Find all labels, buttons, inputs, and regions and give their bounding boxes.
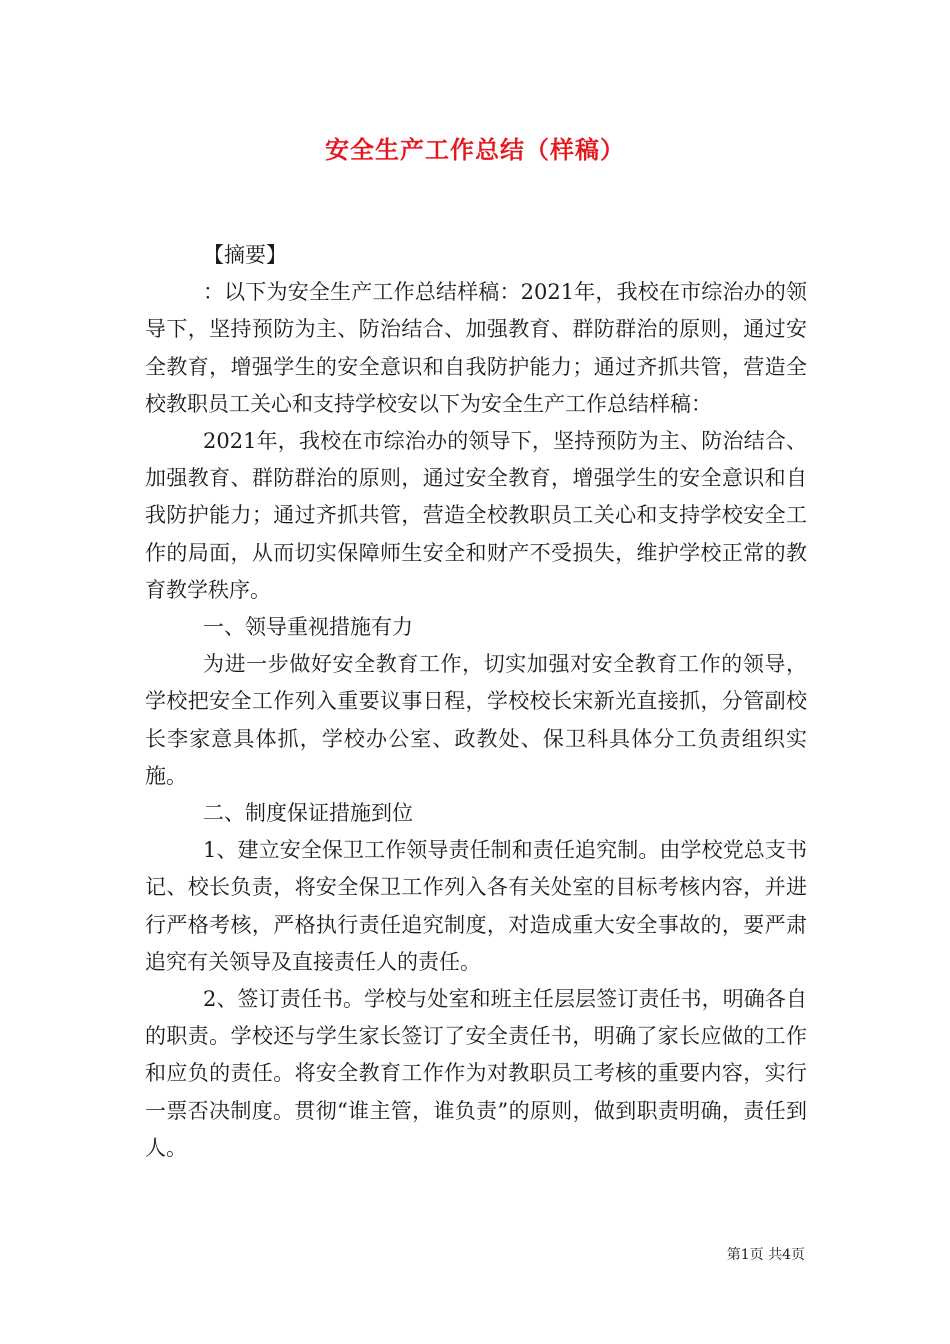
page-number-footer: 第1页 共4页 [726,1247,805,1263]
paragraph-item-1: 1、建立安全保卫工作领导责任制和责任追究制。由学校党总支书记、校长负责，将安全保卫工作列入各有关处室的目标考核内容，并进行严格考核，严格执行责任追究制度，对造成重大安全事故的，要严肃追究有关领导及直接责任人的责任。 [145,838,807,974]
section-heading-2: 二、制度保证措施到位 [203,801,413,826]
paragraph-item-2: 2、签订责任书。学校与处室和班主任层层签订责任书，明确各自的职责。学校还与学生家长签订了安全责任书，明确了家长应做的工作和应负的责任。将安全教育工作作为对教职员工考核的重要内容，实行一票否决制度。贯彻“谁主管，谁负责”的原则，做到职责明确，责任到人。 [145,987,807,1160]
paragraph-abstract-label: 【摘要】 [203,243,287,267]
document-body [145,237,807,1167]
paragraph-section-1: 为进一步做好安全教育工作，切实加强对安全教育工作的领导，学校把安全工作列入重要议事日程，学校校长宋新光直接抓，分管副校长李家意具体抓，学校办公室、政教处、保卫科具体分工负责组织实施。 [145,652,807,788]
section-heading-1: 一、领导重视措施有力 [203,615,413,640]
paragraph-abstract: ：以下为安全生产工作总结样稿：2021年，我校在市综治办的领导下，坚持预防为主、防治结合、加强教育、群防群治的原则，通过安全教育，增强学生的安全意识和自我防护能力；通过齐抓共管，营造全校教职员工关心和支持学校安以下为安全生产工作总结样稿： [145,280,807,416]
paragraph-intro: 2021年，我校在市综治办的领导下，坚持预防为主、防治结合、加强教育、群防群治的原则，通过安全教育，增强学生的安全意识和自我防护能力；通过齐抓共管，营造全校教职员工关心和支持学校安全工作的局面，从而切实保障师生安全和财产不受损失，维护学校正常的教育教学秩序。 [145,429,807,602]
document-title: 安全生产工作总结（样稿） [325,135,625,164]
